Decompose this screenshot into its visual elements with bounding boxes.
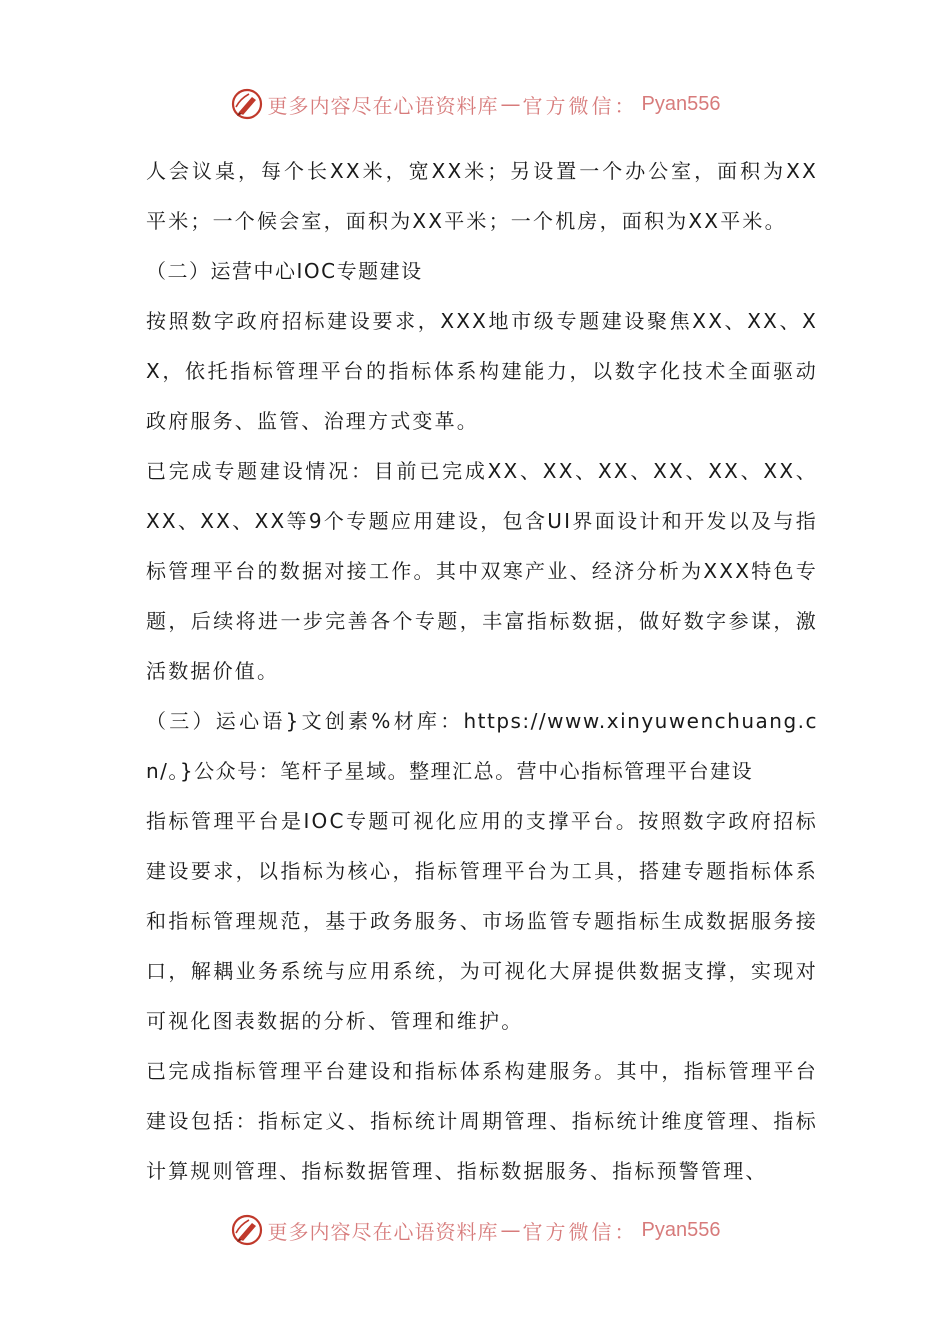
paragraph: 人会议桌，每个长XX米，宽XX米；另设置一个办公室，面积为XX平米；一个候会室，面积为XX平米；一个机房，面积为XX平米。	[146, 159, 818, 233]
banner-wechat-id: Pyan556	[641, 92, 721, 115]
header-banner	[0, 84, 950, 124]
footer-banner	[0, 1210, 950, 1250]
banner-wechat-label: 官方微信：	[522, 93, 638, 118]
banner-wechat-label: 官方微信：	[522, 1219, 638, 1244]
paragraph: 按照数字政府招标建设要求，XXX地市级专题建设聚焦XX、XX、XX，依托指标管理平台的指标体系构建能力，以数字化技术全面驱动政府服务、监管、治理方式变革。	[146, 309, 818, 433]
pen-logo-icon	[230, 1213, 264, 1247]
section-heading: （二）运营中心IOC专题建设	[146, 259, 423, 283]
banner-text: 更多内容尽在心语资料库	[267, 1219, 499, 1244]
banner-dash: —	[500, 1218, 521, 1242]
pen-logo-icon	[230, 87, 264, 121]
paragraph: 已完成专题建设情况：目前已完成XX、XX、XX、XX、XX、XX、XX、XX、XX等9个专题应用建设，包含UI界面设计和开发以及与指标管理平台的数据对接工作。其中双寒产业、经济分析为XXX特色专题，后续将进一步完善各个专题，丰富指标数据，做好数字参谋，激活数据价值。	[146, 459, 818, 683]
document-body	[146, 146, 818, 1196]
banner-dash: —	[500, 92, 521, 116]
banner-text: 更多内容尽在心语资料库	[267, 93, 499, 118]
banner-wechat-id: Pyan556	[641, 1218, 721, 1241]
paragraph: 指标管理平台是IOC专题可视化应用的支撑平台。按照数字政府招标建设要求，以指标为核心，指标管理平台为工具，搭建专题指标体系和指标管理规范，基于政务服务、市场监管专题指标生成数据服务接口，解耦业务系统与应用系统，为可视化大屏提供数据支撑，实现对可视化图表数据的分析、管理和维护。	[146, 809, 818, 1033]
paragraph: 已完成指标管理平台建设和指标体系构建服务。其中，指标管理平台建设包括：指标定义、指标统计周期管理、指标统计维度管理、指标计算规则管理、指标数据管理、指标数据服务、指标预警管理、	[146, 1059, 818, 1183]
section-heading: （三）运心语}文创素%材库：https://www.xinyuwenchuang.cn/。}公众号：笔杆子星域。整理汇总。营中心指标管理平台建设	[146, 709, 818, 783]
